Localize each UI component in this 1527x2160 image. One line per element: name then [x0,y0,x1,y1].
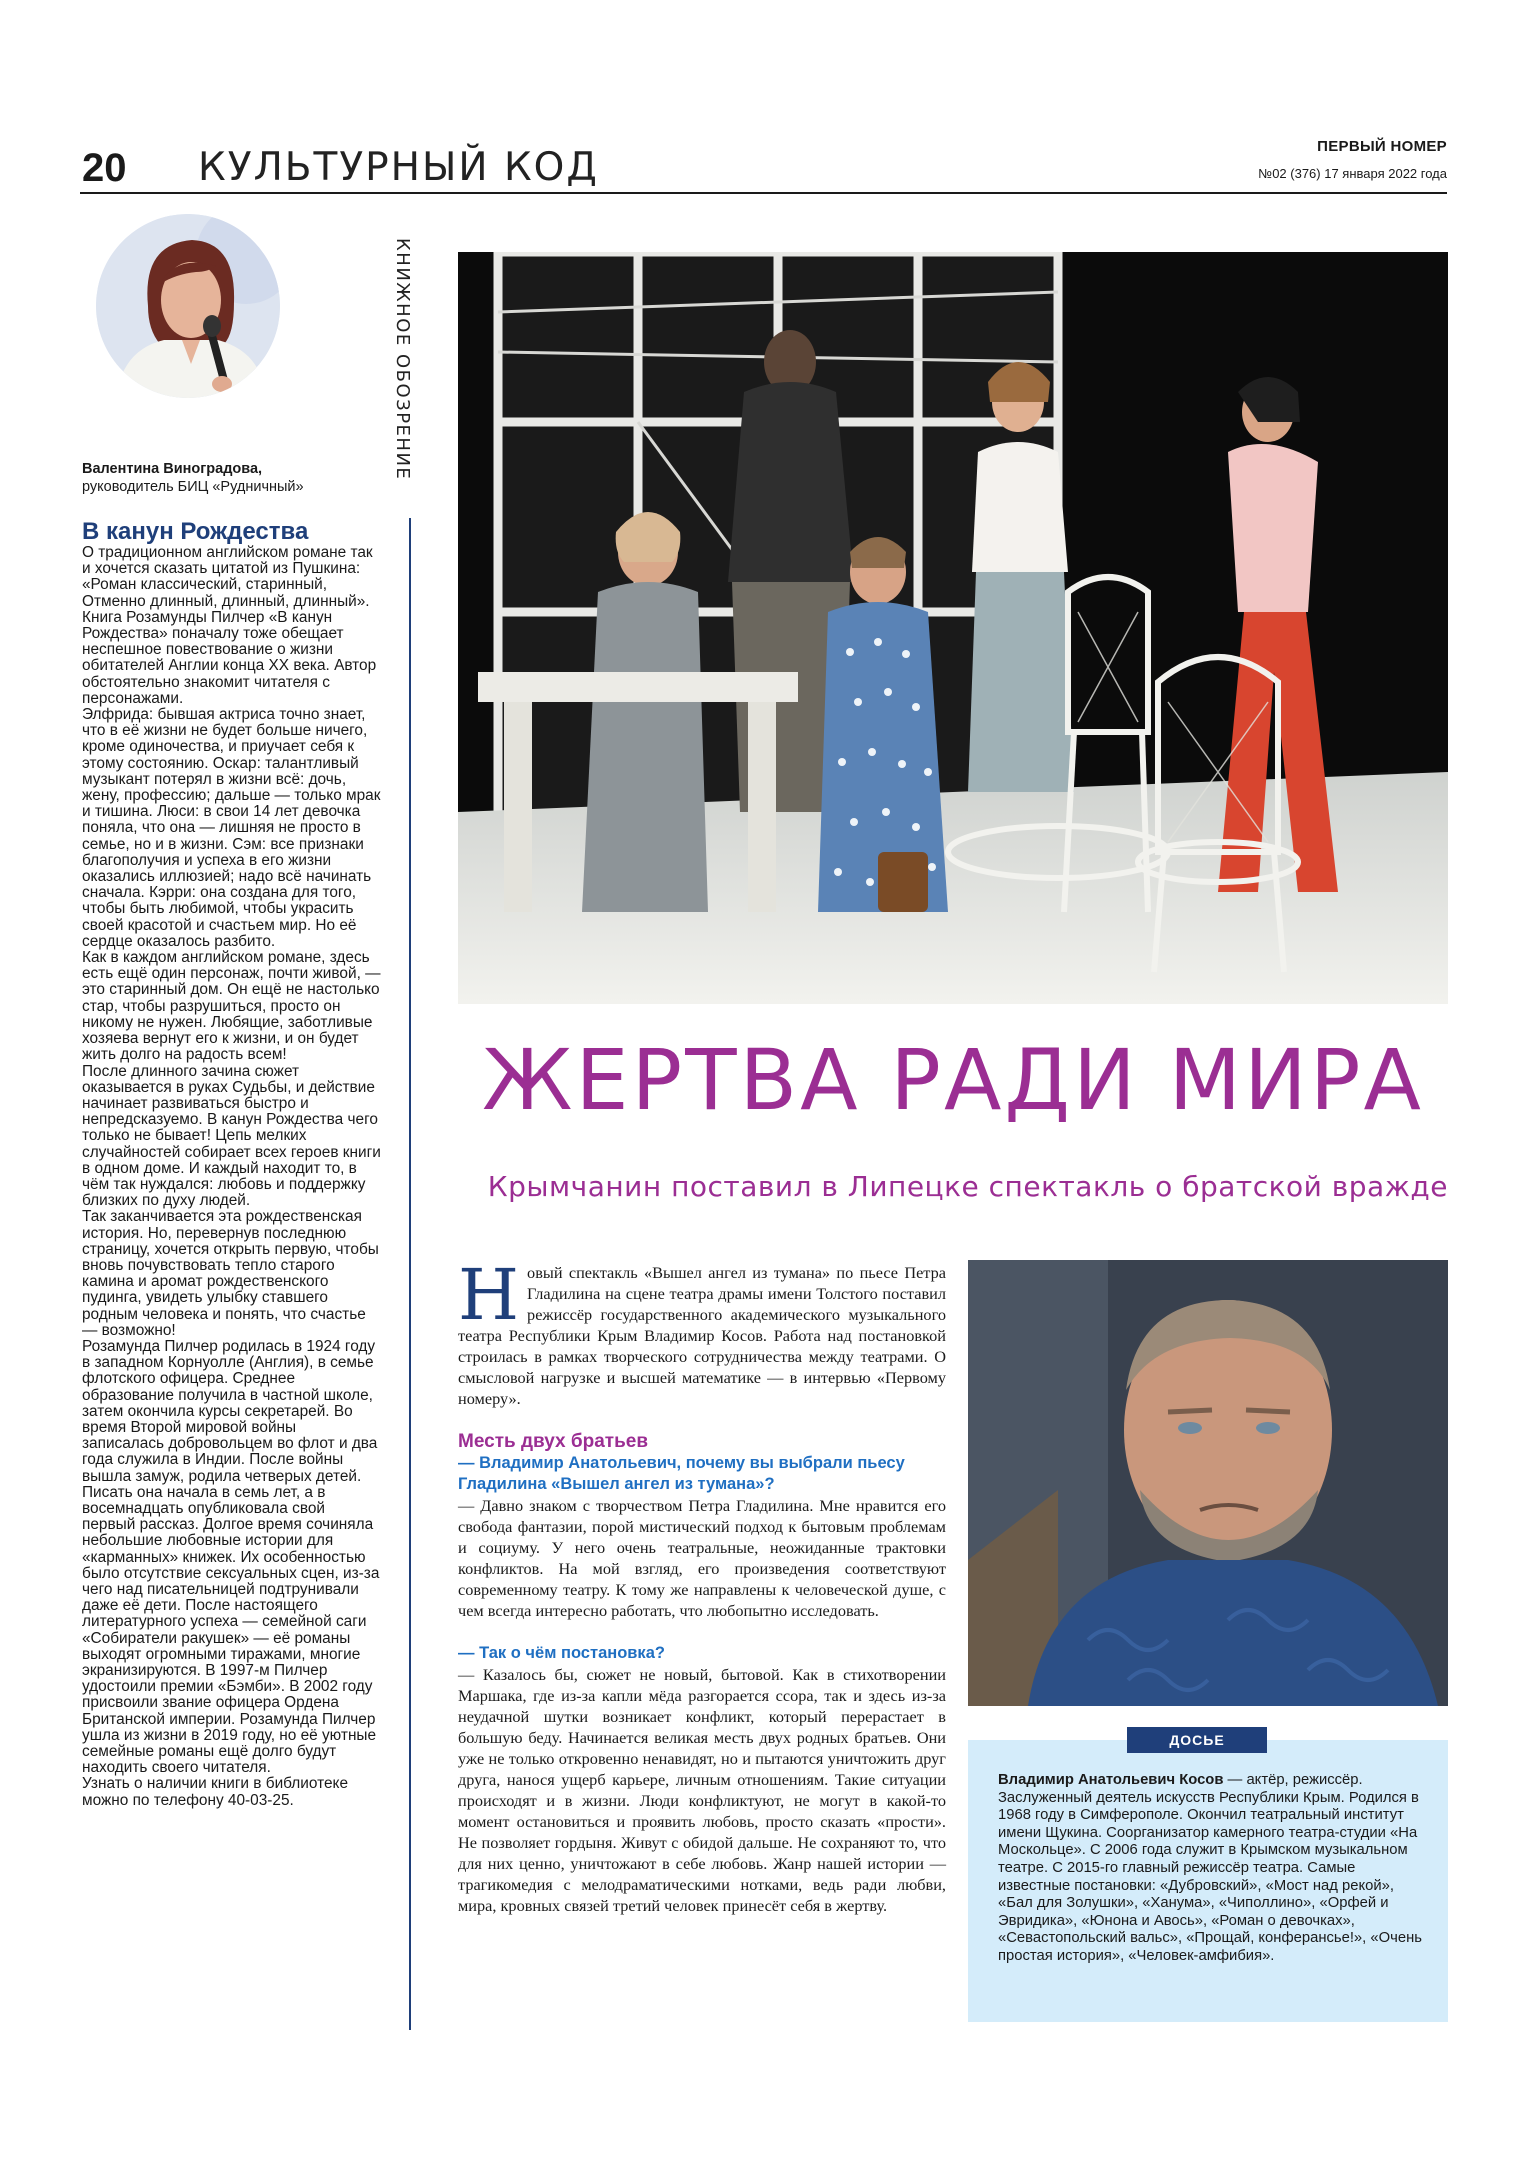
drop-cap: Н [458,1254,520,1336]
dossier-label: ДОСЬЕ [1127,1727,1267,1753]
review-heading: В канун Рождества [82,518,309,545]
interview-answer: — Давно знаком с творчеством Петра Гладилина. Мне нравится его свобода фантазии, порой мистический подход к бытовым проблемам и социуму. У него очень театральные, неожиданные трактовки конфликтов. На мой взгляд, его произведения соответствуют современному театру. К тому же направлены к человеческой душе, с чем всегда интересно работать, что любопытно исследовать. [458,1496,946,1620]
dossier-person-name: Владимир Анатольевич Косов [998,1772,1224,1788]
newspaper-name: ПЕРВЫЙ НОМЕР [1317,138,1447,155]
issue-info: №02 (376) 17 января 2022 года [1258,166,1447,181]
author-name: Валентина Виноградова, [82,461,263,477]
review-paragraph: Как в каждом английском романе, здесь есть ещё один персонаж, почти живой, — это старинный дом. Он ещё не настолько стар, чтобы разрушиться, просто он никому не нужен. Любящие, заботливые хозяева вернут его к жизни, и он будет жить долго на радость всем! [82,949,381,1064]
stage-photo [458,252,1448,1004]
author-photo [96,214,280,398]
interview-question: — Владимир Анатольевич, почему вы выбрали пьесу Гладилина «Вышел ангел из тумана»? [458,1454,905,1493]
header-rule [80,192,1447,194]
rubric-vertical-label: КНИЖНОЕ ОБОЗРЕНИЕ [392,238,413,481]
review-paragraph: Так заканчивается эта рождественская история. Но, перевернув последнюю страницу, хочется открыть первую, чтобы вновь почувствовать тепло старого камина и аромат рождественского пудинга, увидеть улыбку ставшего родным человека и понять, что счастье — возможно! [82,1208,379,1339]
review-paragraph: Книга Розамунды Пилчер «В канун Рождества» поначалу тоже обещает неспешное повествование о жизни обитателей Англии конца XX века. Автор обстоятельно знакомит читателя с персонажами. [82,608,377,707]
article-body [458,1254,946,1916]
article-subheadline: Крымчанин поставил в Липецке спектакль о братской вражде [487,1170,1448,1203]
article-headline: ЖЕРТВА РАДИ МИРА [481,1031,1425,1129]
section-heading: Месть двух братьев [458,1431,649,1452]
review-paragraph: Узнать о наличии книги в библиотеке можно по телефону 40-03-25. [82,1775,348,1809]
review-body [82,545,382,1809]
review-paragraph: Розамунда Пилчер родилась в 1924 году в западном Корнуолле (Англия), в семье флотского офицера. Среднее образование получила в частной школе, затем окончила курсы секретарей. Во время Второй мировой войны записалась добровольцем во флот и два года служила в Индии. После войны вышла замуж, родила четверых детей. Писать она начала в семь лет, а в восемнадцать опубликовала свой первый рассказ. Долгое время сочиняла небольшие любовные истории для «карманных» книжек. Их особенностью было отсутствие сексуальных сцен, из-за чего над писательницей подтрунивали даже её дети. После настоящего литературного успеха — семейной саги «Собиратели ракушек» — её романы выходят огромными тиражами, многие экранизируются. В 1997-м Пилчер удостоили премии «Бэмби». В 2002 году присвоили звание офицера Ордена Британской империи. Розамунда Пилчер ушла из жизни в 2019 году, но её уютные семейные романы ещё долго будут находить своего читателя. [82,1337,380,1777]
director-portrait [968,1260,1448,1706]
section-title: КУЛЬТУРНЫЙ КОД [198,145,599,190]
lead-text: овый спектакль «Вышел ангел из тумана» по пьесе Петра Гладилина на сцене театра драмы имени Толстого поставил режиссёр государственного академического музыкального театра Республики Крым Владимир Косов. Работа над постановкой строилась в рамках творческого сотрудничества между театрами. О смысловой нагрузке и высшей математике — в интервью «Первому номеру». [458,1263,946,1408]
article-lead [458,1254,946,1409]
author-role: руководитель БИЦ «Рудничный» [82,479,304,495]
dossier-text [998,1772,1430,1966]
interview-question: — Так о чём постановка? [458,1644,665,1662]
page-number: 20 [82,146,127,190]
review-paragraph: После длинного зачина сюжет оказывается в руках Судьбы, и действие начинает развиваться быстро и непредсказуемо. В канун Рождества чего только не бывает! Цепь мелких случайностей собирает всех героев книги в одном доме. И каждый находит то, в чём так нуждался: любовь и поддержку близких по духу людей. [82,1062,381,1210]
column-divider [409,518,411,2030]
review-paragraph: О традиционном английском романе так и хочется сказать цитатой из Пушкина: «Роман классический, старинный, Отменно длинный, длинный, длинный». [82,544,373,610]
interview-answer: — Казалось бы, сюжет не новый, бытовой. Как в стихотворении Маршака, где из-за капли мёда разгорается ссора, так и здесь из-за неудачной шутки возникает конфликт, который перерастает в большую беду. Начинается великая месть двух родных братьев. Они уже не только откровенно ненавидят, но и пытаются уничтожить друг друга, нанося ущерб карьере, личным отношениям. Такие ситуации происходят и в жизни. Люди конфликтуют, не могут в какой-то момент остановиться и проявить любовь, просто сказать «прости». Не позволяет гордыня. Живут с обидой дальше. Не сохраняют то, что для них ценно, уничтожают в себе любовь. Жанр нашей истории — трагикомедия с мелодраматическими нотками, ведь ради любви, мира, кровных связей третий человек принесёт себя в жертву. [458,1665,946,1915]
review-paragraph: Элфрида: бывшая актриса точно знает, что в её жизни не будет больше ничего, кроме одиночества, и приучает себя к этому состоянию. Оскар: талантливый музыкант потерял в жизни всё: дочь, жену, профессию; дальше — только мрак и тишина. Люси: в свои 14 лет девочка поняла, что она — лишняя не просто в семье, но и в жизни. Сэм: все признаки благополучия и успеха в его жизни оказались иллюзией; надо всё начинать сначала. Кэрри: она создана для того, чтобы быть любимой, чтобы украсить своей красотой и счастьем мир. Но её сердце оказалось разбито. [82,706,381,950]
dossier-bio: — актёр, режиссёр. Заслуженный деятель искусств Республики Крым. Родился в 1968 году в Симферополе. Окончил театральный институт имени Щукина. Соорганизатор камерного театра-студии «На Москольце». С 2006 года служит в Крымском музыкальном театре. С 2015-го главный режиссёр театра. Самые известные постановки: «Дубровский», «Мост над рекой», «Бал для Золушки», «Ханума», «Чиполлино», «Орфей и Эвридика», «Юнона и Авось», «Роман о девочках», «Севастопольский вальс», «Прощай, конферансье!», «Очень простая история», «Человек-амфибия». [998,1772,1422,1964]
